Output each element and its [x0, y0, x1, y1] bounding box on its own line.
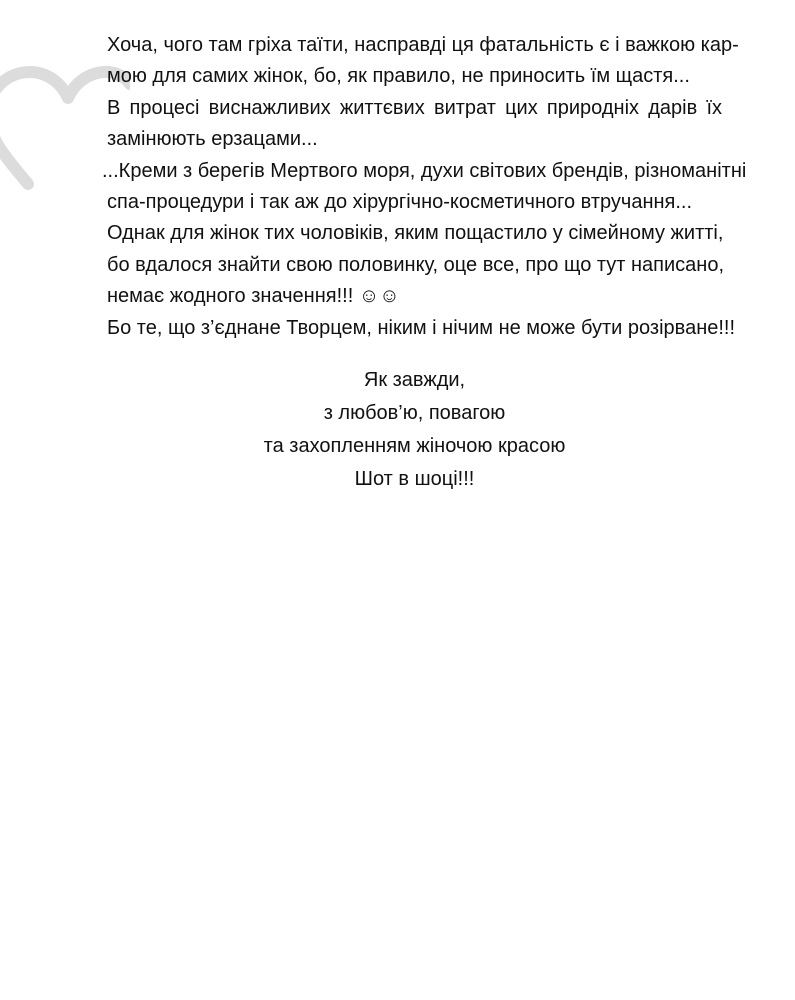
signature-block	[107, 364, 722, 496]
text-line-1: Хоча, чого там гріха таїти, насправді ця фатальність є і важкою кар-	[107, 34, 739, 56]
text-line-5: ...Креми з берегів Мертвого моря, духи світових брендів, різноманітні	[102, 159, 747, 182]
text-line-10: Бо те, що з’єднане Творцем, ніким і нічим не може бути розірване!!!	[107, 316, 736, 339]
text-line-9: немає жодного значення!!! ☺☺	[107, 285, 400, 308]
signature-line-3: та захопленням жіночою красою	[263, 435, 566, 457]
text-line-2: мою для самих жінок, бо, як правило, не приносить їм щастя...	[107, 65, 690, 88]
main-text	[102, 30, 747, 344]
text-line-4: замінюють ерзацами...	[107, 128, 318, 151]
text-line-3: В процесі виснажливих життєвих витрат цих природніх дарів їх	[107, 96, 722, 119]
text-line-6: спа-процедури і так аж до хірургічно-косметичного втручання...	[107, 191, 693, 214]
signature-line-2: з любов’ю, повагою	[323, 402, 506, 424]
text-line-8: бо вдалося знайти свою половинку, оце все, про що тут написано,	[107, 253, 725, 276]
signature-line-4: Шот в шоці!!!	[354, 468, 475, 490]
signature-line-1: Як завжди,	[363, 369, 466, 391]
text-line-7: Однак для жінок тих чоловіків, яким пощастило у сімейному житті,	[107, 222, 724, 245]
